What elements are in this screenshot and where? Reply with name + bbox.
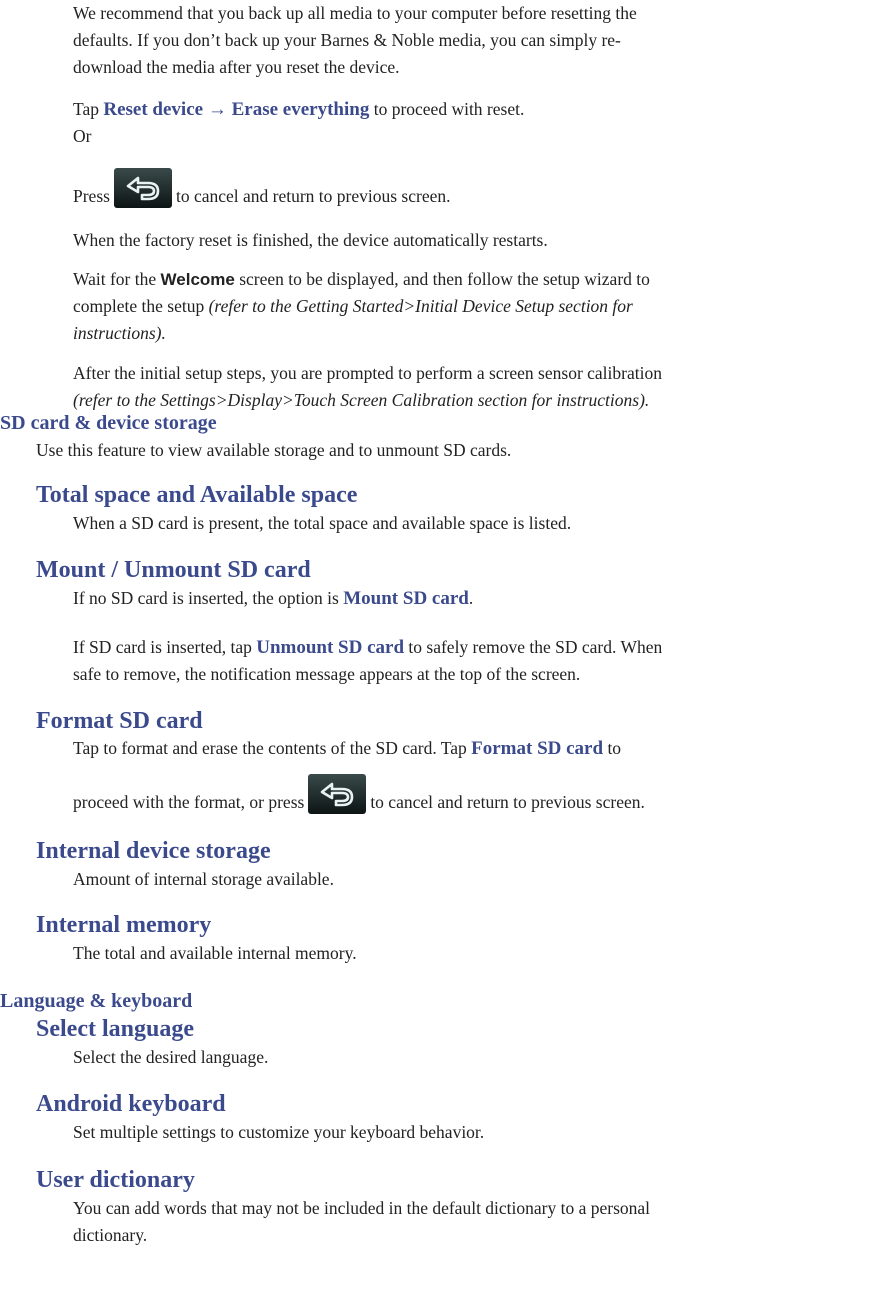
format-sd-card-label: Format SD card xyxy=(471,738,604,759)
calibration-paragraph: After the initial setup steps, you are prompted to perform a screen sensor calibration (refer to the Settings>Display>Touch Screen Calibration section for instructions). xyxy=(73,363,662,410)
reset-device-label: Reset device xyxy=(103,99,204,120)
reset-instruction: Tap Reset device → Erase everything to proceed with reset. xyxy=(73,99,525,120)
mount-sd-card-label: Mount SD card xyxy=(343,588,469,609)
welcome-label: Welcome xyxy=(160,270,235,289)
mount-sd-para-1: If no SD card is inserted, the option is Mount SD card. xyxy=(73,588,474,609)
erase-everything-label: Erase everything xyxy=(231,99,370,120)
reset-step xyxy=(73,96,524,150)
press-label: Press xyxy=(73,186,110,206)
sd-card-section-title: SD card & device storage xyxy=(0,412,217,434)
format-sd-para: Tap to format and erase the contents of the SD card. Tap Format SD card to xyxy=(73,738,622,759)
back-arrow-icon xyxy=(308,774,366,814)
total-space-desc: When a SD card is present, the total space and available space is listed. xyxy=(73,513,572,533)
unmount-sd-card-label: Unmount SD card xyxy=(256,637,405,658)
user-dictionary-desc: You can add words that may not be included in the default dictionary to a personal dictionary. xyxy=(73,1198,651,1245)
android-keyboard-title: Android keyboard xyxy=(36,1091,226,1117)
user-dictionary-title: User dictionary xyxy=(36,1167,195,1193)
intro-line-1: We recommend that you back up all media to your computer before resetting the xyxy=(73,3,637,23)
language-section-title: Language & keyboard xyxy=(0,990,193,1012)
internal-memory-desc: The total and available internal memory. xyxy=(73,943,357,963)
sd-card-section-desc: Use this feature to view available storage and to unmount SD cards. xyxy=(36,440,512,460)
internal-storage-title: Internal device storage xyxy=(36,838,271,864)
back-arrow-icon xyxy=(114,168,172,208)
arrow-label: → xyxy=(203,99,232,120)
total-space-title: Total space and Available space xyxy=(36,482,358,508)
select-language-desc: Select the desired language. xyxy=(73,1047,269,1067)
mount-sd-title: Mount / Unmount SD card xyxy=(36,557,311,583)
internal-storage-desc: Amount of internal storage available. xyxy=(73,869,334,889)
select-language-title: Select language xyxy=(36,1016,194,1042)
internal-memory-title: Internal memory xyxy=(36,912,212,938)
restart-text: When the factory reset is finished, the device automatically restarts. xyxy=(73,230,548,250)
android-keyboard-desc: Set multiple settings to customize your keyboard behavior. xyxy=(73,1122,485,1142)
intro-line-2: defaults. If you don’t back up your Barnes & Noble media, you can simply re- xyxy=(73,30,621,50)
cancel-text: to cancel and return to previous screen. xyxy=(175,186,451,206)
intro-line-3: download the media after you reset the device. xyxy=(73,57,400,77)
unmount-sd-para: If SD card is inserted, tap Unmount SD card to safely remove the SD card. When safe to remove, the notification message appears at the top of the screen. xyxy=(73,637,663,684)
backup-recommendation xyxy=(73,0,637,81)
or-label: Or xyxy=(73,126,92,146)
format-sd-title: Format SD card xyxy=(36,708,203,734)
format-cancel-line: proceed with the format, or press to cancel and return to previous screen. xyxy=(73,774,645,822)
welcome-paragraph: Wait for the Welcome screen to be displayed, and then follow the setup wizard to complete the setup (refer to the Getting Started>Initial Device Setup section for instructions). xyxy=(73,269,650,343)
press-back-step xyxy=(73,168,451,216)
